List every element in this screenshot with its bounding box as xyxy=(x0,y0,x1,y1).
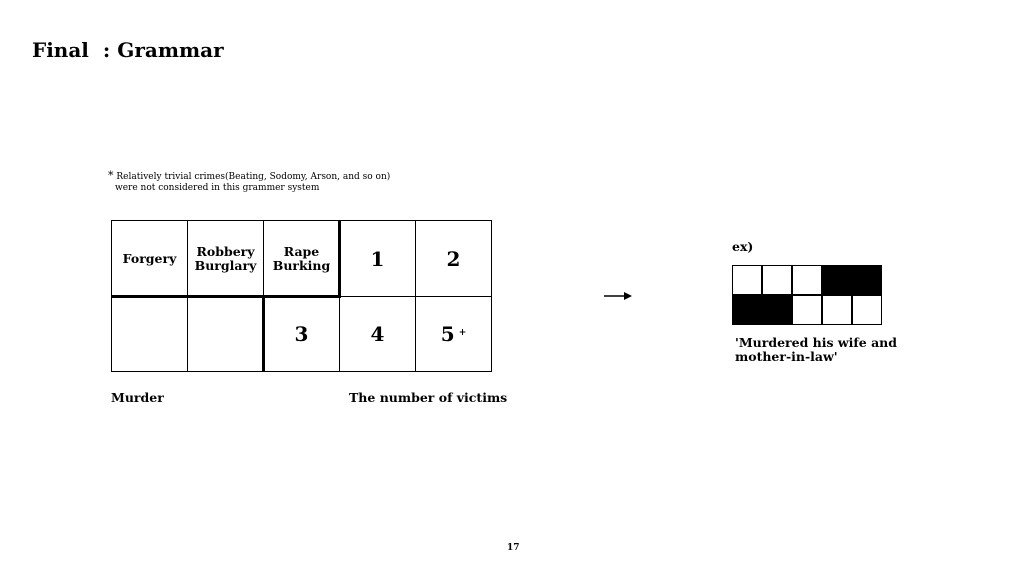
example-cell-r1-c2 xyxy=(762,265,792,295)
example-cell-r1-c1 xyxy=(732,265,762,295)
example-label: ex) xyxy=(732,239,754,254)
footnote-line1: Relatively trivial crimes(Beating, Sodomy, Arson, and so on) xyxy=(116,172,391,182)
example-caption xyxy=(735,336,905,364)
right-arrow-icon xyxy=(604,291,632,301)
example-caption-line2: mother-in-law' xyxy=(735,349,838,364)
label-rape: Rape xyxy=(283,243,320,259)
thick-divider-vertical-lower xyxy=(262,295,265,372)
label-burglary: Burglary xyxy=(194,257,257,273)
plus-sign: + xyxy=(458,328,467,338)
thick-divider-vertical-upper xyxy=(338,220,341,298)
example-cell-r2-c4 xyxy=(822,295,852,325)
cell-robbery-burglary xyxy=(187,220,264,297)
asterisk: * xyxy=(108,169,114,182)
cell-victims-4 xyxy=(339,296,416,372)
cell-empty-2 xyxy=(187,296,264,372)
cell-victims-5 xyxy=(415,296,492,372)
label-robbery: Robbery xyxy=(196,243,255,259)
example-cell-r1-c5 xyxy=(852,265,882,295)
cell-victims-3 xyxy=(263,296,340,372)
example-cell-r2-c5 xyxy=(852,295,882,325)
example-cell-r1-c4 xyxy=(822,265,852,295)
thick-divider-horizontal-mid xyxy=(262,295,341,298)
cell-rape-burking xyxy=(263,220,340,297)
title-part1: Final xyxy=(32,38,89,62)
example-cell-r2-c2 xyxy=(762,295,792,325)
page-number: 17 xyxy=(507,543,520,553)
caption-murder: Murder xyxy=(111,390,164,405)
thick-divider-horizontal-left xyxy=(111,295,265,298)
page-title xyxy=(32,38,224,62)
number-2: 2 xyxy=(446,246,461,271)
label-burking: Burking xyxy=(272,257,331,273)
example-cell-r2-c1 xyxy=(732,295,762,325)
number-1: 1 xyxy=(370,246,385,271)
example-cell-r2-c3 xyxy=(792,295,822,325)
example-cell-r1-c3 xyxy=(792,265,822,295)
cell-empty-1 xyxy=(111,296,188,372)
cell-forgery xyxy=(111,220,188,297)
label-forgery: Forgery xyxy=(122,250,177,266)
cell-victims-1 xyxy=(339,220,416,297)
number-4: 4 xyxy=(370,322,385,346)
cell-victims-2 xyxy=(415,220,492,297)
number-5: 5 xyxy=(440,322,455,346)
title-part2: : Grammar xyxy=(102,38,224,62)
number-3: 3 xyxy=(294,322,309,346)
example-grid xyxy=(732,265,882,325)
footnote-line2: were not considered in this grammer system xyxy=(115,183,320,193)
example-caption-line1: 'Murdered his wife and xyxy=(735,335,898,350)
footnote xyxy=(108,170,390,194)
caption-victims: The number of victims xyxy=(349,390,508,405)
grammar-grid xyxy=(111,220,492,372)
